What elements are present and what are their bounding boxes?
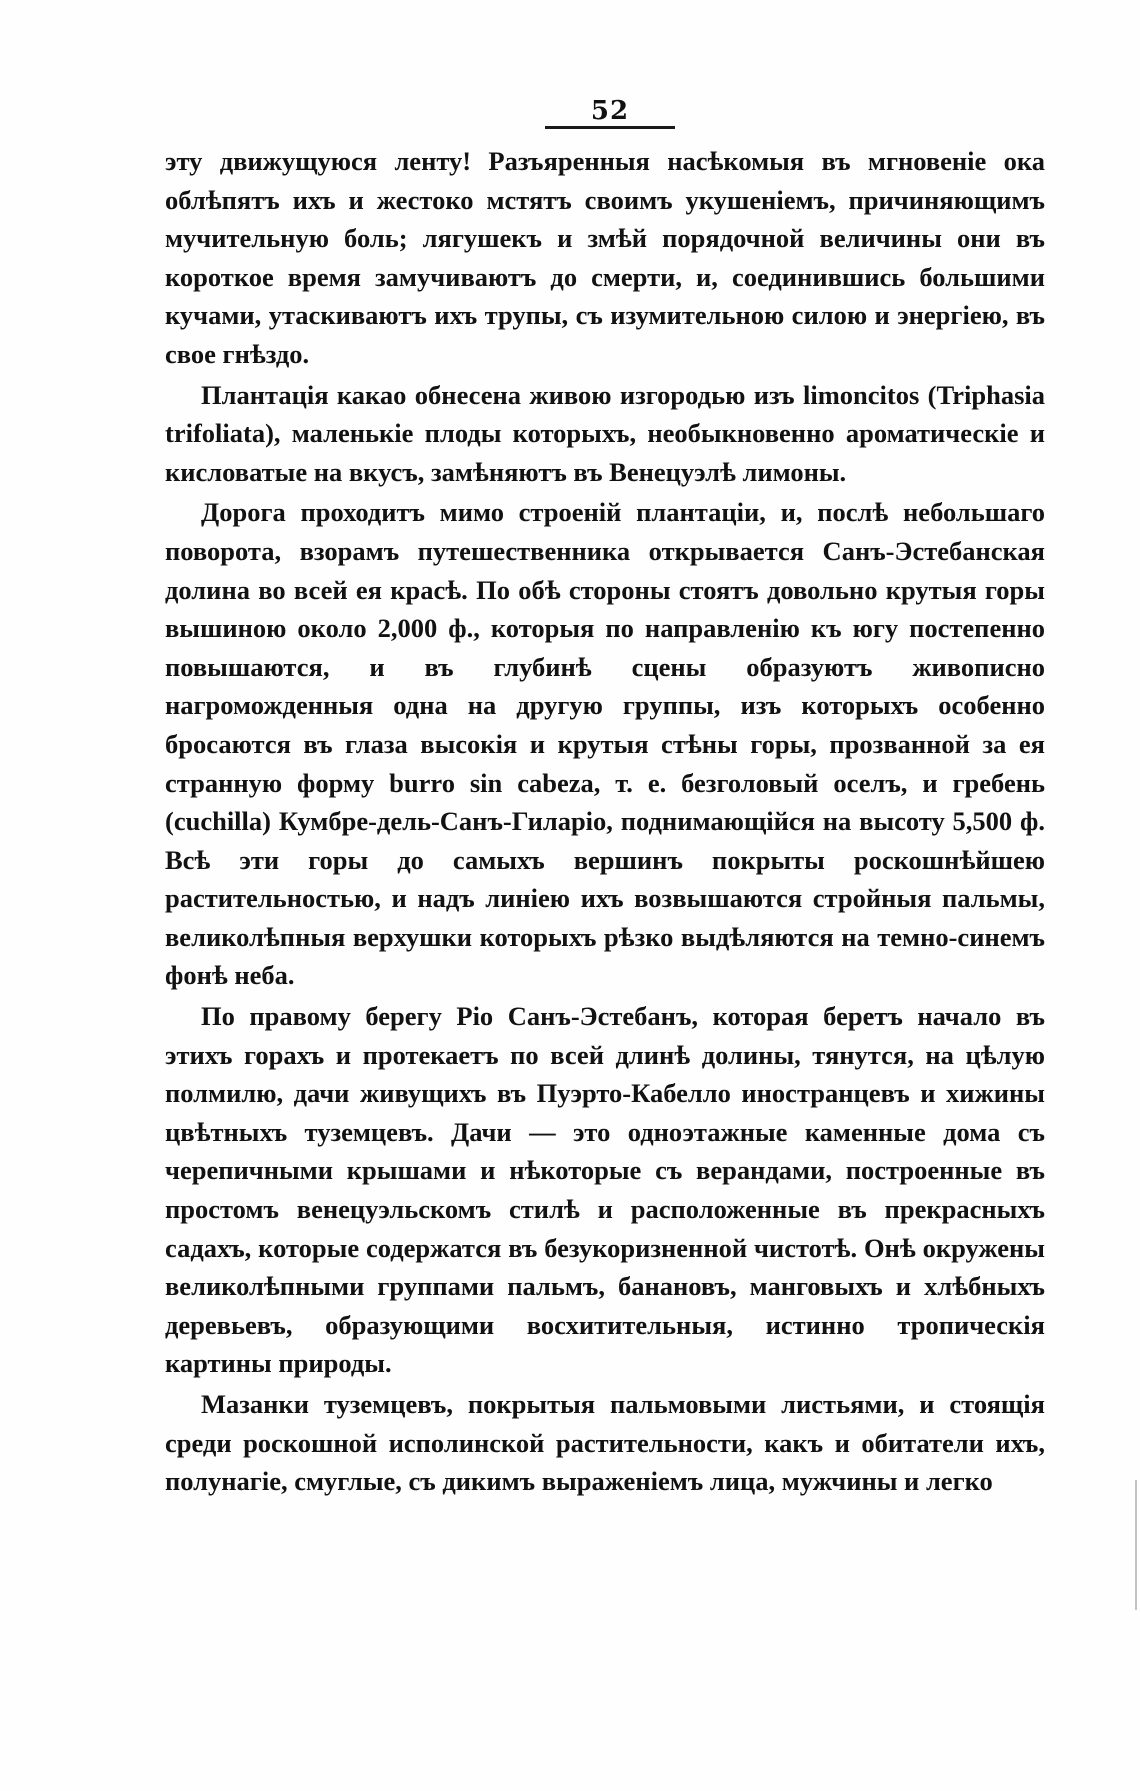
paragraph-riverside-dachas: По правому берегу Ріо Санъ-Эстебанъ, которая беретъ начало въ этихъ горахъ и протекаетъ по всей длинѣ долины, тянутся, на цѣлую полмилю, дачи живущихъ въ Пуэрто-Кабелло иностранцевъ и хижины цвѣтныхъ туземцевъ. Дачи — это одноэтажные каменные дома съ черепичными крышами и нѣкоторые съ верандами, построенные въ простомъ венецуэльскомъ стилѣ и расположенные въ прекрасныхъ садахъ, которые содержатся въ безукоризненной чистотѣ. Онѣ окружены великолѣпными группами пальмъ, банановъ, манговыхъ и хлѣбныхъ деревьевъ, образующими восхитительныя, истинно тропическія картины природы. — [165, 1001, 1045, 1379]
page-number: 52 — [590, 96, 630, 126]
header-rule — [545, 126, 675, 129]
paragraph-ant-attack: эту движущуюся ленту! Разъяренныя насѣкомыя въ мгновеніе ока облѣпятъ ихъ и жестоко мстятъ своимъ укушеніемъ, причиняющимъ мучительную боль; лягушекъ и змѣй порядочной величины они въ короткое время замучиваютъ до смерти, и, соединившись большими кучами, утаскиваютъ ихъ трупы, съ изумительною силою и энергіею, въ свое гнѣздо. — [165, 146, 1045, 369]
paragraph-cacao-hedge: Плантація какао обнесена живою изгородью изъ limoncitos (Triphasia trifoliata), маленькіе плоды которыхъ, необыкновенно ароматическіе и кисловатые на вкусъ, замѣняютъ въ Венецуэлѣ лимоны. — [165, 379, 1045, 487]
paragraph-san-esteban-valley: Дорога проходитъ мимо строеній плантаціи, и, послѣ небольшаго поворота, взорамъ путешественника открывается Санъ-Эстебанская долина во всей ея красѣ. По обѣ стороны стоятъ довольно крутыя горы вышиною около 2,000 ф., которыя по направленію къ югу постепенно повышаются, и въ глубинѣ сцены образуютъ живописно нагроможденныя одна на другую группы, изъ которыхъ особенно бросаются въ глаза высокія и крутыя стѣны горы, прозванной за ея странную форму burro sin cabeza, т. е. безголовый оселъ, и гребень (cuchilla) Кумбре-дель-Санъ-Гиларіо, поднимающійся на высоту 5,500 ф. Всѣ эти горы до самыхъ вершинъ покрыты роскошнѣйшею растительностью, и надъ линіею ихъ возвышаются стройныя пальмы, великолѣпныя верхушки которыхъ рѣзко выдѣляются на темно-синемъ фонѣ неба. — [165, 497, 1045, 991]
paragraph-native-huts: Мазанки туземцевъ, покрытыя пальмовыми листьями, и стоящія среди роскошной исполинской растительности, какъ и обитатели ихъ, полунагіе, смуглые, съ дикимъ выраженіемъ лица, мужчины и легко — [165, 1389, 1045, 1497]
page-body-text — [165, 142, 1045, 1503]
scan-edge-mark — [1135, 1480, 1137, 1610]
